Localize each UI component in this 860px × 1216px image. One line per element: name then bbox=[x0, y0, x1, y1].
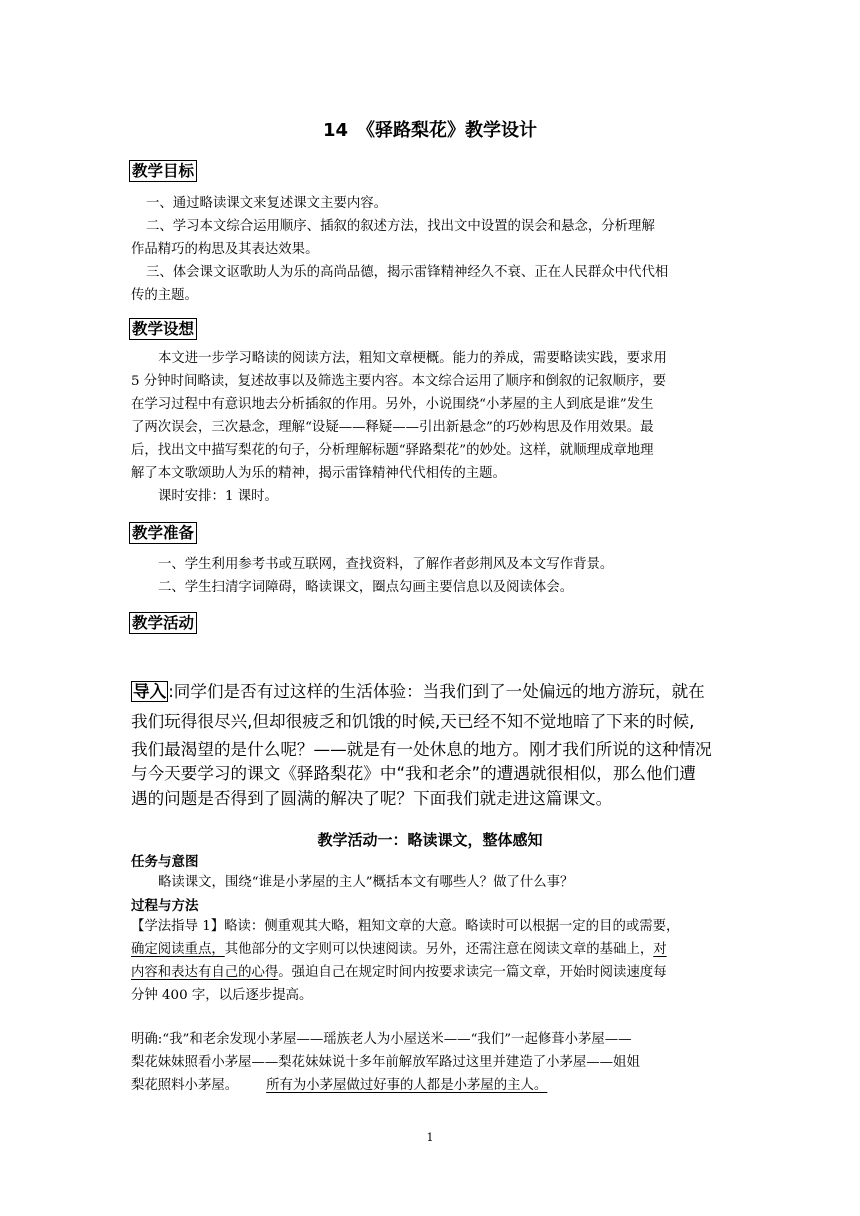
task-heading: 任务与意图 bbox=[131, 854, 199, 870]
clarify-conclusion: 所有为小茅屋做过好事的人都是小茅屋的主人。 bbox=[266, 1078, 548, 1093]
intro-line-5: 遇的问题是否得到了圆满的解决了呢？下面我们就走进这篇课文。 bbox=[131, 789, 613, 808]
goals-line-2: 二、学习本文综合运用顺序、插叙的叙述方法，找出文中设置的误会和悬念，分析理解 bbox=[146, 219, 655, 234]
intro-label: 导入 bbox=[133, 682, 167, 701]
intro-line-1 bbox=[131, 679, 705, 704]
activity-1-heading: 教学活动一：略读课文，整体感知 bbox=[317, 831, 543, 849]
prep-line-1: 一、学生利用参考书或互联网，查找资料，了解作者彭荆风及本文写作背景。 bbox=[158, 557, 614, 572]
method-line-4: 分钟 400 字，以后逐步提高。 bbox=[131, 988, 313, 1003]
method-line-2 bbox=[131, 939, 667, 961]
prep-line-2: 二、学生扫清字词障碍，略读课文，圈点勾画主要信息以及阅读体会。 bbox=[158, 580, 574, 595]
intro-line-4: 与今天要学习的课文《驿路梨花》中“我和老余”的遭遇就很相似，那么他们遭 bbox=[131, 764, 696, 783]
design-line-4: 了两次误会，三次悬念，理解“设疑——释疑——引出新悬念”的巧妙构思及作用效果。最 bbox=[131, 420, 654, 435]
design-line-3: 在学习过程中有意识地去分析插叙的作用。另外，小说围绕“小茅屋的主人到底是谁”发生 bbox=[131, 397, 654, 412]
design-line-6: 解了本文歌颂助人为乐的精神，揭示雷锋精神代代相传的主题。 bbox=[131, 466, 506, 481]
intro-line-2: 我们玩得很尽兴,但却很疲乏和饥饿的时候,天已经不知不觉地暗了下来的时候, bbox=[131, 712, 695, 731]
goals-line-4: 三、体会课文讴歌助人为乐的高尚品德，揭示雷锋精神经久不衰、正在人民群众中代代相 bbox=[146, 265, 669, 280]
clarify-line-3 bbox=[131, 1075, 547, 1097]
method-line-2-text: 其他部分的文字则可以快速阅读。另外，还需注意在阅读文章的基础上， bbox=[224, 942, 654, 957]
section-heading-prep: 教学准备 bbox=[129, 522, 197, 544]
design-line-2: 5 分钟时间略读，复述故事以及筛选主要内容。本文综合运用了顺序和倒叙的记叙顺序，要 bbox=[131, 374, 667, 389]
page-number: 1 bbox=[426, 1131, 434, 1144]
clarify-line-2: 梨花妹妹照看小茅屋——梨花妹妹说十多年前解放军路过这里并建造了小茅屋——姐姐 bbox=[131, 1055, 640, 1070]
task-text: 略读课文，围绕“谁是小茅屋的主人”概括本文有哪些人？做了什么事？ bbox=[158, 875, 574, 890]
section-heading-design: 教学设想 bbox=[129, 318, 197, 340]
clarify-line-1: 明确:“我”和老余发现小茅屋——瑶族老人为小屋送米——“我们”一起修葺小茅屋—— bbox=[131, 1032, 632, 1047]
underline-key-focus: 确定阅读重点， bbox=[131, 942, 225, 957]
goals-line-5: 传的主题。 bbox=[131, 288, 198, 303]
design-line-5: 后，找出文中描写梨花的句子，分析理解标题“驿路梨花”的妙处。这样，就顺理成章地理 bbox=[131, 443, 654, 458]
underline-own-insights: 内容和表达有自己的心得 bbox=[131, 965, 279, 980]
method-heading: 过程与方法 bbox=[131, 898, 199, 914]
design-line-1: 本文进一步学习略读的阅读方法，粗知文章梗概。能力的养成，需要略读实践，要求用 bbox=[158, 351, 667, 366]
intro-line-1-text: :同学们是否有过这样的生活体验：当我们到了一处偏远的地方游玩，就在 bbox=[168, 682, 705, 701]
method-line-1: 【学法指导 1】略读：侧重观其大略，粗知文章的大意。略读时可以根据一定的目的或需要， bbox=[131, 919, 680, 934]
underline-start: 对 bbox=[653, 942, 667, 957]
design-line-7: 课时安排：1 课时。 bbox=[158, 489, 278, 504]
method-line-3 bbox=[131, 962, 667, 984]
section-heading-activities: 教学活动 bbox=[129, 612, 197, 634]
goals-line-3: 作品精巧的构思及其表达效果。 bbox=[131, 242, 319, 257]
intro-line-3: 我们最渴望的是什么呢？——就是有一处休息的地方。刚才我们所说的这种情况 bbox=[131, 740, 712, 759]
method-line-3-text: 。强迫自己在规定时间内按要求读完一篇文章，开始时阅读速度每 bbox=[278, 965, 667, 980]
goals-line-1: 一、通过略读课文来复述课文主要内容。 bbox=[146, 196, 388, 211]
clarify-line-3-text: 梨花照料小茅屋。 bbox=[131, 1078, 239, 1093]
page-title: 14 《驿路梨花》教学设计 bbox=[322, 120, 538, 141]
section-heading-goals: 教学目标 bbox=[129, 160, 197, 182]
